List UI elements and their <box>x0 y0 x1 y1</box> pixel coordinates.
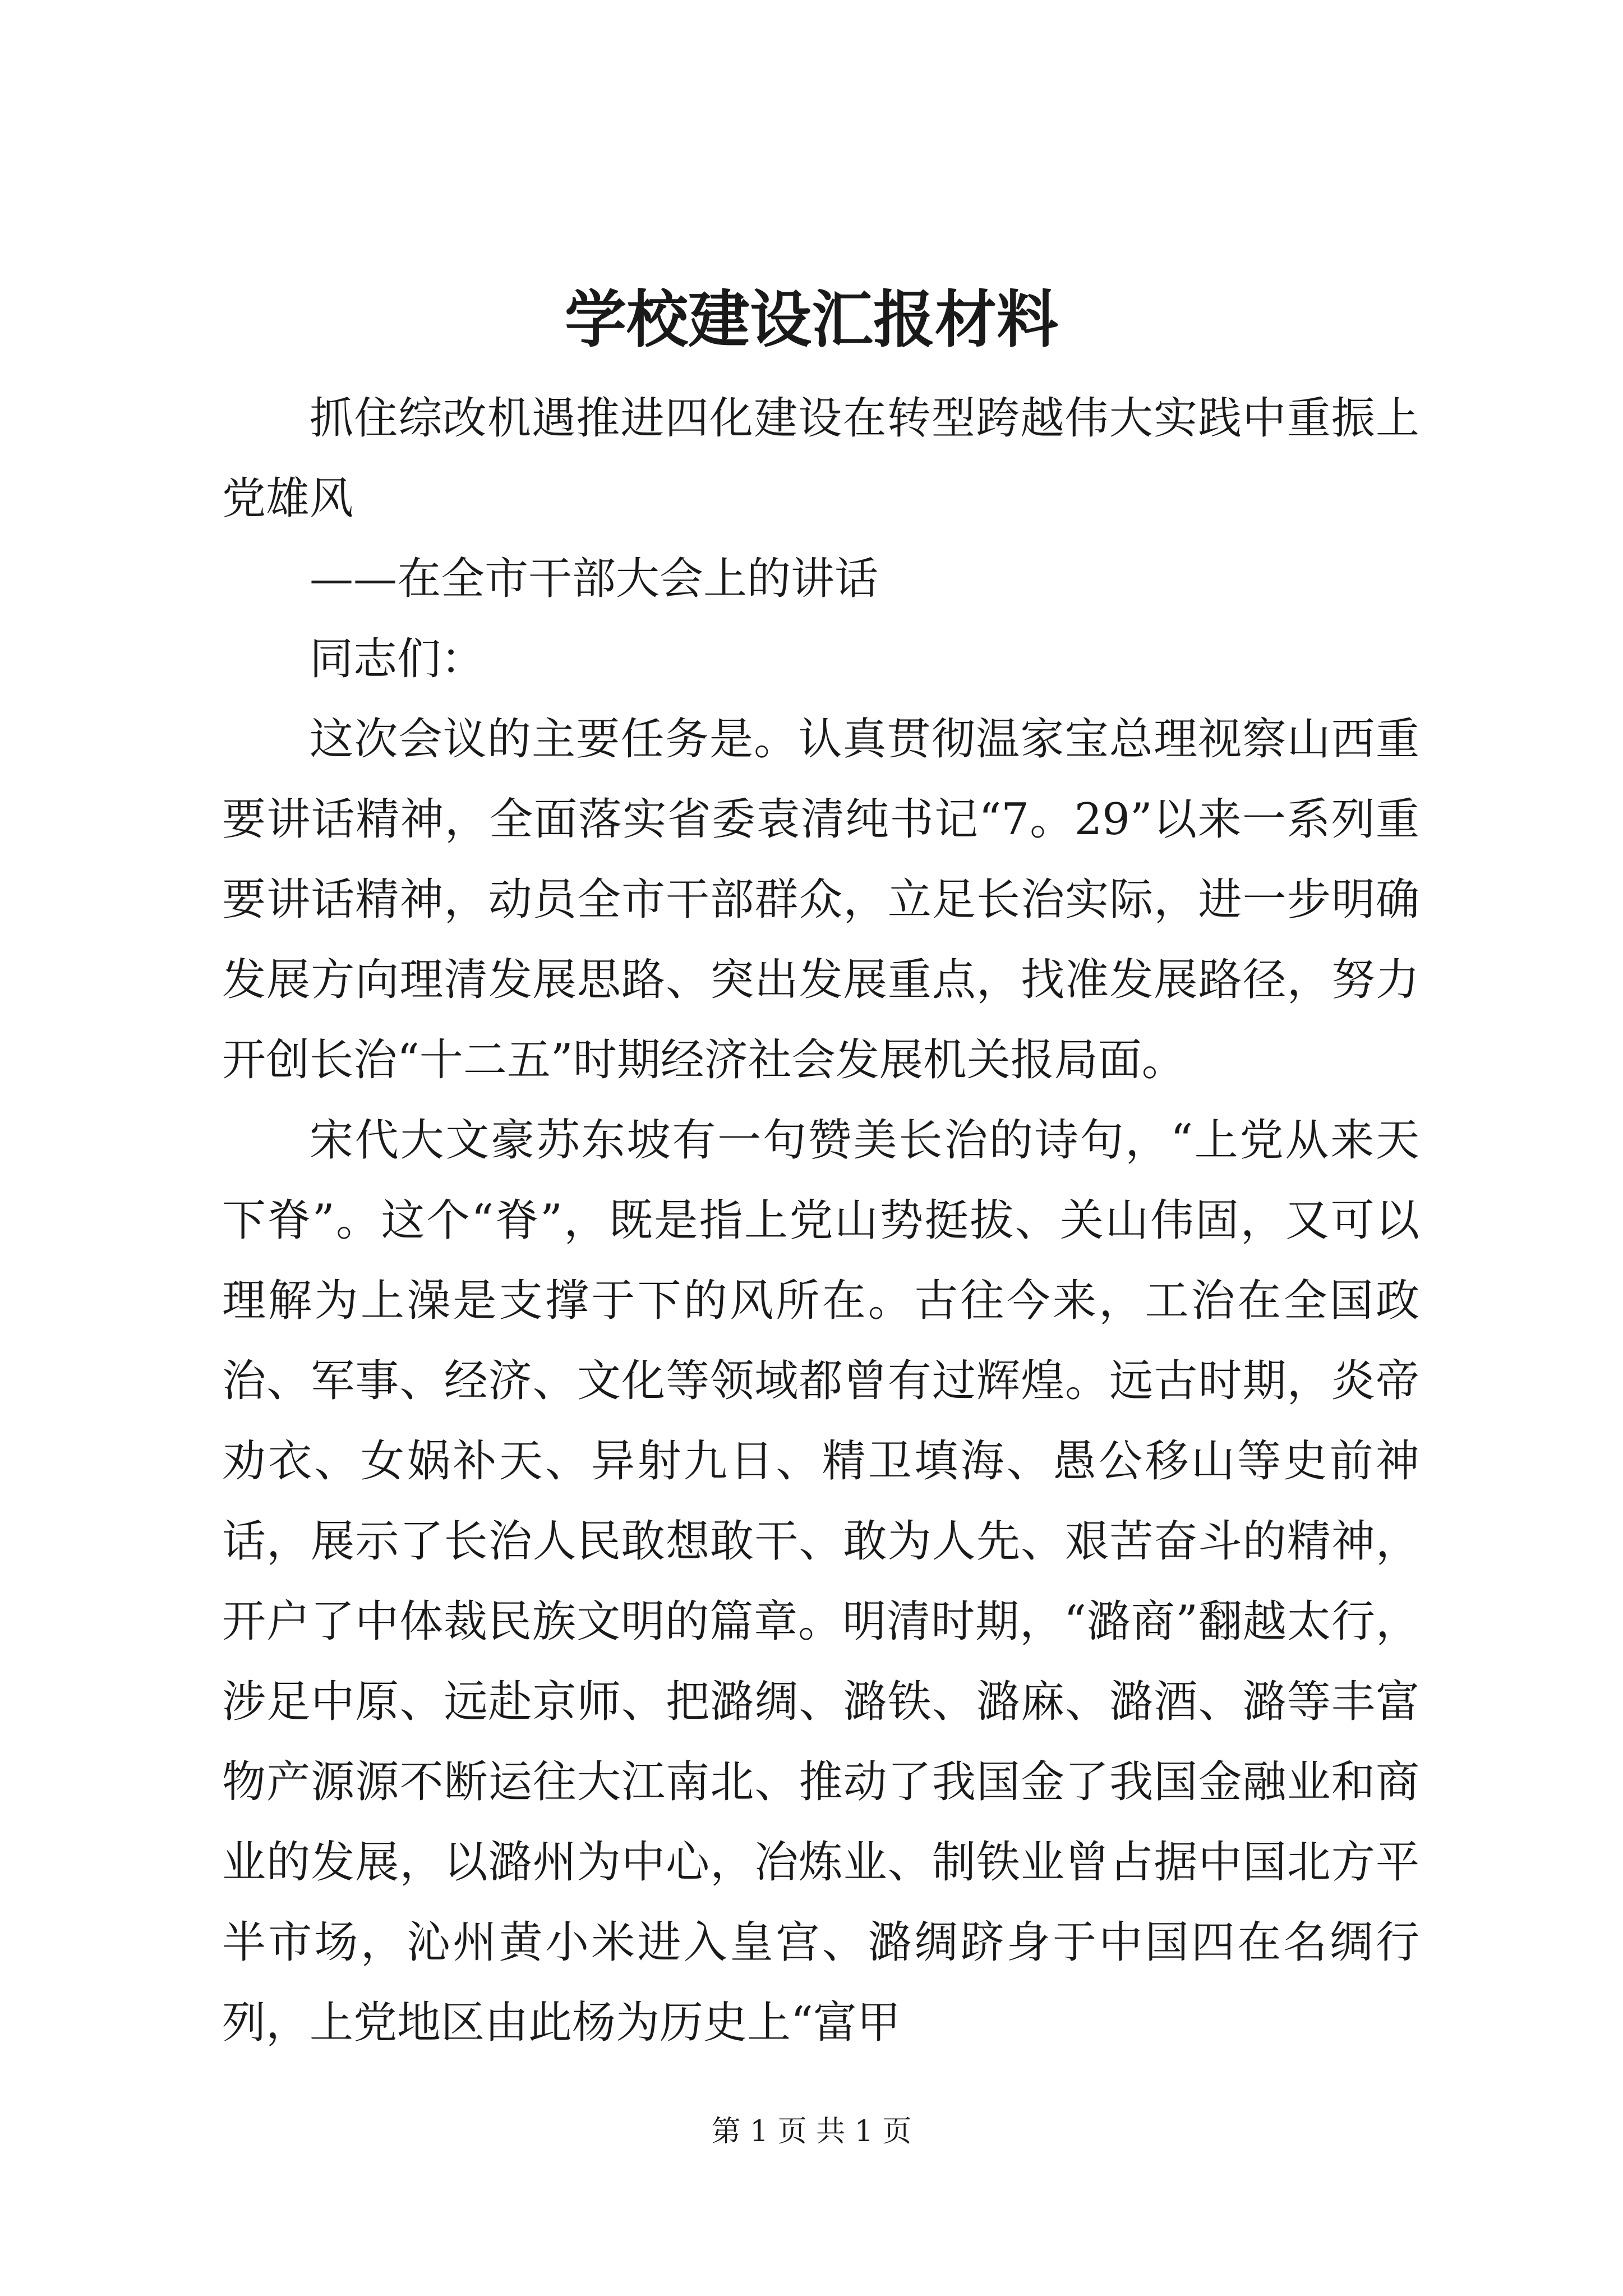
body-paragraph: 宋代大文豪苏东坡有一句赞美长治的诗句，“上党从来天下脊”。这个“脊”，既是指上党山势挺拔、关山伟固，又可以理解为上澡是支撑于下的风所在。古往今来，工治在全国政治、军事、经济、文化等领域都曾有过辉煌。远古时期，炎帝劝衣、女娲补天、异射九日、精卫填海、愚公移山等史前神话，展示了长治人民敢想敢干、敢为人先、艰苦奋斗的精神，开户了中体裁民族文明的篇章。明清时期，“潞商”翻越太行，涉足中原、远赴京师、把潞绸、潞铁、潞麻、潞酒、潞等丰富物产源源不断运往大江南北、推动了我国金了我国金融业和商业的发展，以潞州为中心，冶炼业、制铁业曾占据中国北方平半市场，沁州黄小米进入皇宫、潞绸跻身于中国四在名绸行列，上党地区由此杨为历史上“富甲 <box>222 1115 1419 2048</box>
document-body <box>222 379 1419 2063</box>
document-title: 学校建设汇报材料 <box>565 283 1058 356</box>
speech-occasion-line: ——在全市干部大会上的讲话 <box>310 554 879 604</box>
salutation-line: 同志们： <box>310 634 485 684</box>
body-paragraph: 这次会议的主要任务是。认真贯彻温家宝总理视察山西重要讲话精神，全面落实省委袁清纯书记“7。29”以来一系列重要讲话精神，动员全市干部群众，立足长治实际，进一步明确发展方向理清发展思路、突出发展重点，找准发展路径，努力开创长治“十二五”时期经济社会发展机关报局面。 <box>222 714 1419 1085</box>
page-footer: 第 1 页 共 1 页 <box>711 2115 912 2148</box>
subtitle-paragraph: 抓住综改机遇推进四化建设在转型跨越伟大实践中重振上党雄风 <box>222 393 1419 524</box>
